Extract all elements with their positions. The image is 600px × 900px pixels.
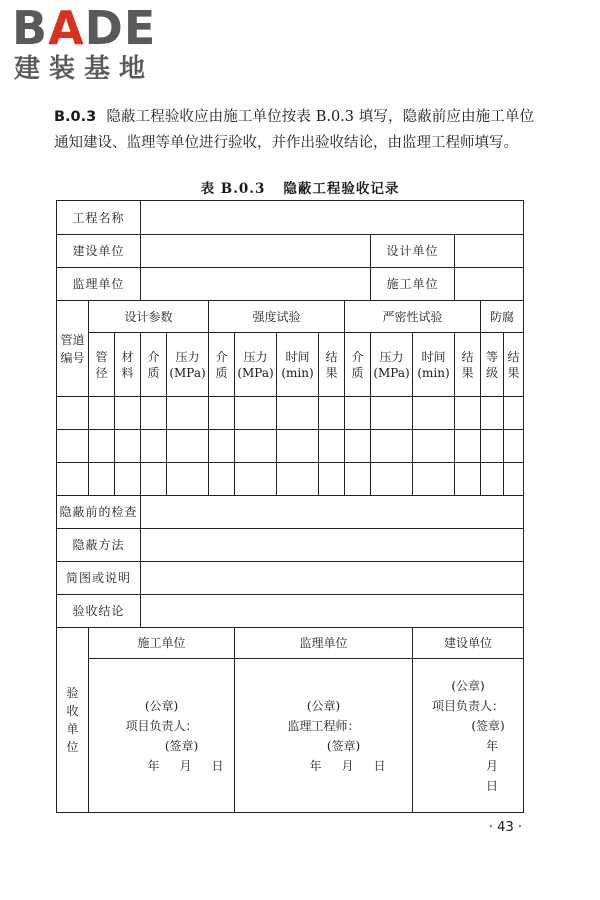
- col-anticorrosion-grade: 等 级: [481, 333, 504, 397]
- supervisor-seal: (公章): [306, 698, 341, 713]
- data-row: [57, 430, 524, 463]
- sketch-field[interactable]: [141, 562, 524, 595]
- contractor-field[interactable]: [455, 268, 524, 301]
- col-design-pressure: 压力 (MPa): [167, 333, 209, 397]
- table-title: 隐蔽工程验收记录: [283, 181, 400, 197]
- row-pre-check: [57, 496, 524, 529]
- row-method: [57, 529, 524, 562]
- sketch-label: 简图或说明: [57, 562, 141, 595]
- builder-seal: (公章): [451, 678, 485, 693]
- conclusion-field[interactable]: [141, 595, 524, 628]
- builder-label: 建设单位: [57, 235, 141, 268]
- row-sign-blocks: [57, 659, 524, 813]
- col-tightness-medium: 介 质: [345, 333, 371, 397]
- col-strength-medium: 介 质: [209, 333, 235, 397]
- contractor-seal: (公章): [144, 698, 179, 713]
- table-number: 表 B.0.3: [200, 181, 266, 197]
- supervisor-signature: (签章): [326, 738, 361, 753]
- row-builder-designer: [57, 235, 524, 268]
- builder-leader: 项目负责人：: [432, 698, 505, 713]
- row-supervisor-contractor: [57, 268, 524, 301]
- pre-check-label: 隐蔽前的检查: [57, 496, 141, 529]
- row-sketch: [57, 562, 524, 595]
- data-row: [57, 463, 524, 496]
- contractor-date: 年 月 日: [147, 758, 224, 773]
- row-project-name: [57, 201, 524, 235]
- designer-field[interactable]: [455, 235, 524, 268]
- col-strength-time: 时间 (min): [277, 333, 319, 397]
- pre-check-field[interactable]: [141, 496, 524, 529]
- contractor-leader: 项目负责人：: [125, 718, 198, 733]
- logo-subtitle: 建装基地: [14, 54, 155, 84]
- project-name-field[interactable]: [141, 201, 524, 235]
- contractor-label: 施工单位: [371, 268, 455, 301]
- supervisor-sign-block[interactable]: [235, 659, 413, 813]
- col-tightness-result: 结 果: [455, 333, 481, 397]
- supervisor-engineer: 监理工程师：: [287, 718, 360, 733]
- col-strength-result: 结 果: [319, 333, 345, 397]
- row-sign-headers: [57, 628, 524, 659]
- col-diameter: 管 径: [89, 333, 115, 397]
- supervisor-date: 年 月 日: [309, 758, 386, 773]
- method-label: 隐蔽方法: [57, 529, 141, 562]
- row-test-groups: [57, 301, 524, 333]
- acceptance-units-label: 验 收 单 位: [57, 628, 89, 813]
- builder-field[interactable]: [141, 235, 371, 268]
- builder-date: 年月日: [486, 738, 499, 793]
- builder-signature: (签章): [471, 718, 505, 733]
- table-caption: [0, 177, 600, 197]
- anticorrosion-header: 防腐: [481, 301, 524, 333]
- intro-text: 隐蔽工程验收应由施工单位按表 B.0.3 填写，隐蔽前应由施工单位通知建设、监理等单位进行验收，并作出验收结论，由监理工程师填写。: [54, 109, 534, 151]
- col-tightness-pressure: 压力 (MPa): [371, 333, 413, 397]
- project-name-label: 工程名称: [57, 201, 141, 235]
- sign-supervisor-header: 监理单位: [235, 628, 413, 659]
- col-anticorrosion-result: 结 果: [504, 333, 524, 397]
- sign-contractor-header: 施工单位: [89, 628, 235, 659]
- bade-logo: [12, 1, 182, 88]
- builder-sign-block[interactable]: [413, 659, 524, 813]
- section-number: B.0.3: [54, 109, 97, 125]
- design-params-header: 设计参数: [89, 301, 209, 333]
- row-conclusion: [57, 595, 524, 628]
- col-material: 材 料: [115, 333, 141, 397]
- sign-builder-header: 建设单位: [413, 628, 524, 659]
- page-number: · 43 ·: [488, 820, 522, 835]
- data-row: [57, 397, 524, 430]
- conclusion-label: 验收结论: [57, 595, 141, 628]
- contractor-sign-block[interactable]: [89, 659, 235, 813]
- col-tightness-time: 时间 (min): [413, 333, 455, 397]
- row-test-columns: [57, 333, 524, 397]
- contractor-signature: (签章): [164, 738, 199, 753]
- tightness-test-header: 严密性试验: [345, 301, 481, 333]
- logo-wordmark: BADE: [12, 1, 157, 55]
- col-strength-pressure: 压力 (MPa): [235, 333, 277, 397]
- hidden-works-acceptance-form: [56, 200, 524, 813]
- supervisor-label: 监理单位: [57, 268, 141, 301]
- col-design-medium: 介 质: [141, 333, 167, 397]
- pipe-number-header: 管道 编号: [57, 301, 89, 397]
- method-field[interactable]: [141, 529, 524, 562]
- supervisor-field[interactable]: [141, 268, 371, 301]
- intro-paragraph: [54, 104, 534, 156]
- designer-label: 设计单位: [371, 235, 455, 268]
- strength-test-header: 强度试验: [209, 301, 345, 333]
